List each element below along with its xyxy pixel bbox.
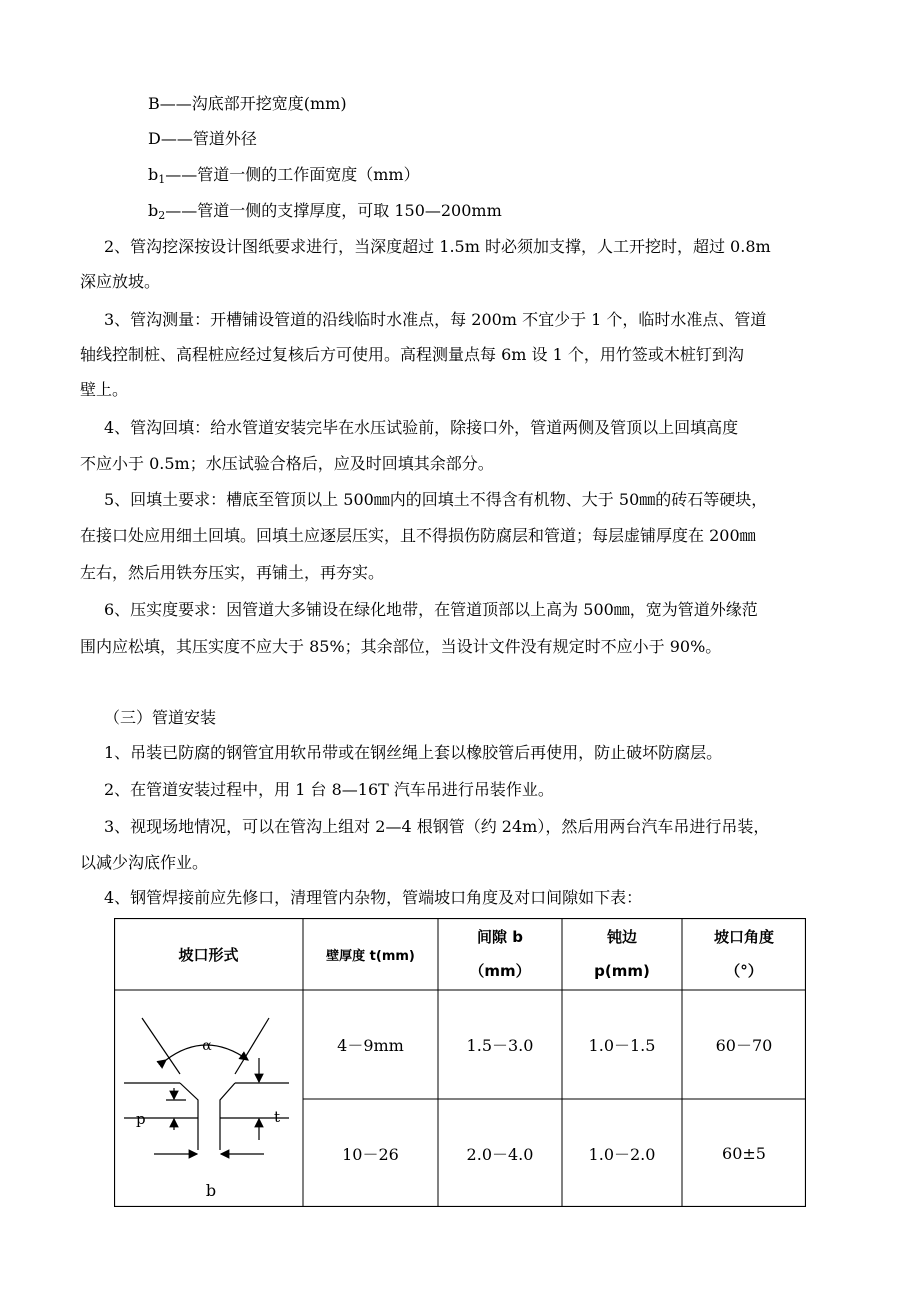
row1-angle: 60－70 [715, 1036, 773, 1055]
row1-blunt: 1.0－1.5 [588, 1036, 656, 1055]
bevel-line-left [142, 1018, 180, 1074]
b-label: b [205, 1181, 217, 1200]
row1-thickness: 4－9mm [337, 1036, 404, 1055]
item-3-line-3: 壁上。 [80, 380, 129, 399]
item-2-line-1: 2、管沟挖深按设计图纸要求进行，当深度超过 1.5m 时必须加支撑，人工开挖时，超过 0.8m [104, 237, 771, 256]
bevel-diagram [114, 990, 303, 1207]
section-title: （三）管道安装 [104, 708, 217, 727]
header-blunt-edge: 钝边 p(mm) [594, 928, 650, 980]
item-5-line-2: 在接口处应用细土回填。回填土应逐层压实，且不得损伤防腐层和管道；每层虚铺厚度在 200㎜ [80, 526, 756, 545]
install-item-4: 4、钢管焊接前应先修口，清理管内杂物，管端坡口角度及对口间隙如下表： [104, 888, 643, 907]
item-6-line-1: 6、压实度要求：因管道大多铺设在绿化地带，在管道顶部以上高为 500㎜，宽为管道外缘范 [104, 600, 758, 619]
header-gap: 间隙 b （mm） [469, 928, 531, 980]
row2-blunt: 1.0－2.0 [588, 1144, 656, 1164]
item-4-line-2: 不应小于 0.5m；水压试验合格后，应及时回填其余部分。 [80, 454, 494, 473]
item-3-line-1: 3、管沟测量：开槽铺设管道的沿线临时水准点，每 200m 不宜少于 1 个，临时水准点、管道 [104, 310, 767, 329]
p-label: p [136, 1110, 146, 1128]
item-5-line-3: 左右，然后用铁夯压实，再铺土，再夯实。 [80, 563, 385, 582]
install-item-2: 2、在管道安装过程中，用 1 台 8—16T 汽车吊进行吊装作业。 [104, 780, 554, 799]
definition-b: B——沟底部开挖宽度(mm) [148, 94, 347, 113]
header-thickness: 壁厚度 t(mm) [326, 948, 415, 964]
bevel-table [114, 918, 806, 1207]
item-6-line-2: 围内应松填，其压实度不应大于 85%；其余部位，当设计文件没有规定时不应小于 90%。 [80, 637, 722, 656]
install-item-3-line-2: 以减少沟底作业。 [80, 853, 209, 872]
row2-thickness: 10－26 [342, 1144, 399, 1164]
row2-gap: 2.0－4.0 [466, 1144, 534, 1164]
install-item-3-line-1: 3、视现场地情况，可以在管沟上组对 2—4 根钢管（约 24m），然后用两台汽车吊进行吊装， [104, 817, 770, 836]
install-item-1: 1、吊装已防腐的钢管宜用软吊带或在钢丝绳上套以橡胶管后再使用，防止破坏防腐层。 [104, 743, 723, 762]
item-3-line-2: 轴线控制桩、高程桩应经过复核后方可使用。高程测量点每 6m 设 1 个，用竹签或木桩钉到沟 [80, 345, 744, 364]
definition-b2: $b_2——$管道一侧的支撑厚度，可取 150—200mm [148, 201, 502, 222]
item-5-line-1: 5、回填土要求：槽底至管顶以上 500㎜内的回填土不得含有机物、大于 50㎜的砖石等硬块， [104, 490, 768, 509]
alpha-label: α [202, 1038, 212, 1054]
row2-angle: 60±5 [722, 1143, 766, 1163]
bevel-line-right [235, 1018, 269, 1074]
header-bevel-form: 坡口形式 [178, 945, 239, 964]
row1-gap: 1.5－3.0 [466, 1036, 534, 1055]
item-4-line-1: 4、管沟回填：给水管道安装完毕在水压试验前，除接口外，管道两侧及管顶以上回填高度 [104, 418, 739, 437]
definition-b1: $b_1——$管道一侧的工作面宽度（mm） [148, 165, 420, 186]
t-label: t [274, 1108, 281, 1126]
definition-d: D——管道外径 [148, 129, 257, 148]
header-bevel-angle: 坡口角度 （°） [713, 928, 774, 980]
item-2-line-2: 深应放坡。 [80, 272, 161, 291]
